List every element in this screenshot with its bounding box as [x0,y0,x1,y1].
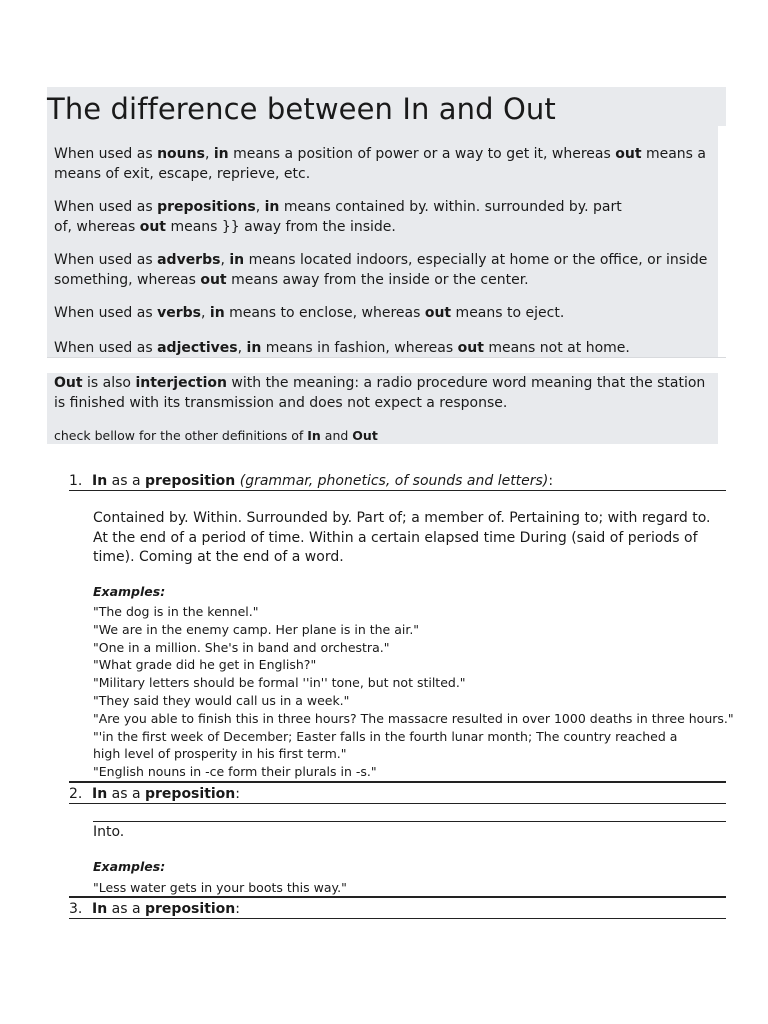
interjection-definition: Out is also interjection with the meaning: a radio procedure word meaning that the station is finished with its transmission and does not expect a response. [54,375,706,411]
definition-prepositions: When used as prepositions, in means contained by. within. surrounded by. part of, whereas out means }} away from the inside. [54,199,622,235]
example-item: "We are in the enemy camp. Her plane is in the air." [93,621,420,637]
examples-label: Examples: [93,584,166,599]
sense-heading-rule [69,490,726,491]
example-item: "What grade did he get in English?" [93,657,317,673]
example-item: "Military letters should be formal ''in'' tone, but not stilted." [93,675,466,691]
sense-heading: 3. In as a preposition: [69,901,240,917]
other-definitions-note: check bellow for the other definitions of In and Out [54,428,378,443]
sense-heading: 1. In as a preposition (grammar, phonetics, of sounds and letters): [69,473,554,489]
sense-gloss: Into. [93,824,125,840]
examples-label: Examples: [93,859,166,874]
definition-adjectives: When used as adjectives, in means in fashion, whereas out means not at home. [54,340,630,356]
example-item: "One in a million. She's in band and orchestra." [93,639,390,655]
example-item: "'in the first week of December; Easter falls in the fourth lunar month; The country reached a high level of prosperity in his first term." [93,728,678,762]
definition-verbs: When used as verbs, in means to enclose, whereas out means to eject. [54,305,565,321]
definition-nouns: When used as nouns, in means a position of power or a way to get it, whereas out means a means of exit, escape, reprieve, etc. [54,146,706,182]
examples-list [93,879,733,897]
sense-number: 2. [69,786,83,802]
sense-heading-rule [69,803,726,804]
definition-adverbs: When used as adverbs, in means located indoors, especially at home or the office, or inside something, whereas out means away from the inside or the center. [54,252,708,288]
example-item: "Are you able to finish this in three hours? The massacre resulted in over 1000 deaths in three hours." [93,710,734,726]
sense-heading-rule [69,918,726,919]
example-item: "The dog is in the kennel." [93,604,259,619]
sense-heading: 2. In as a preposition: [69,786,240,802]
sense-number: 1. [69,473,83,489]
gloss-rule [93,821,726,822]
example-item: "English nouns in -ce form their plurals in -s." [93,764,377,780]
sense-divider [69,896,726,898]
sense-gloss: Contained by. Within. Surrounded by. Part of; a member of. Pertaining to; with regard to. At the end of a period of time. Within a certain elapsed time During (said of periods of time). Coming at the end of a word. [93,510,711,565]
sense-number: 3. [69,901,83,917]
sense-divider [69,781,726,783]
example-item: "They said they would call us in a week." [93,692,350,708]
examples-list [93,603,733,781]
example-item: "Less water gets in your boots this way." [93,880,347,895]
page-title: The difference between In and Out [47,92,556,126]
